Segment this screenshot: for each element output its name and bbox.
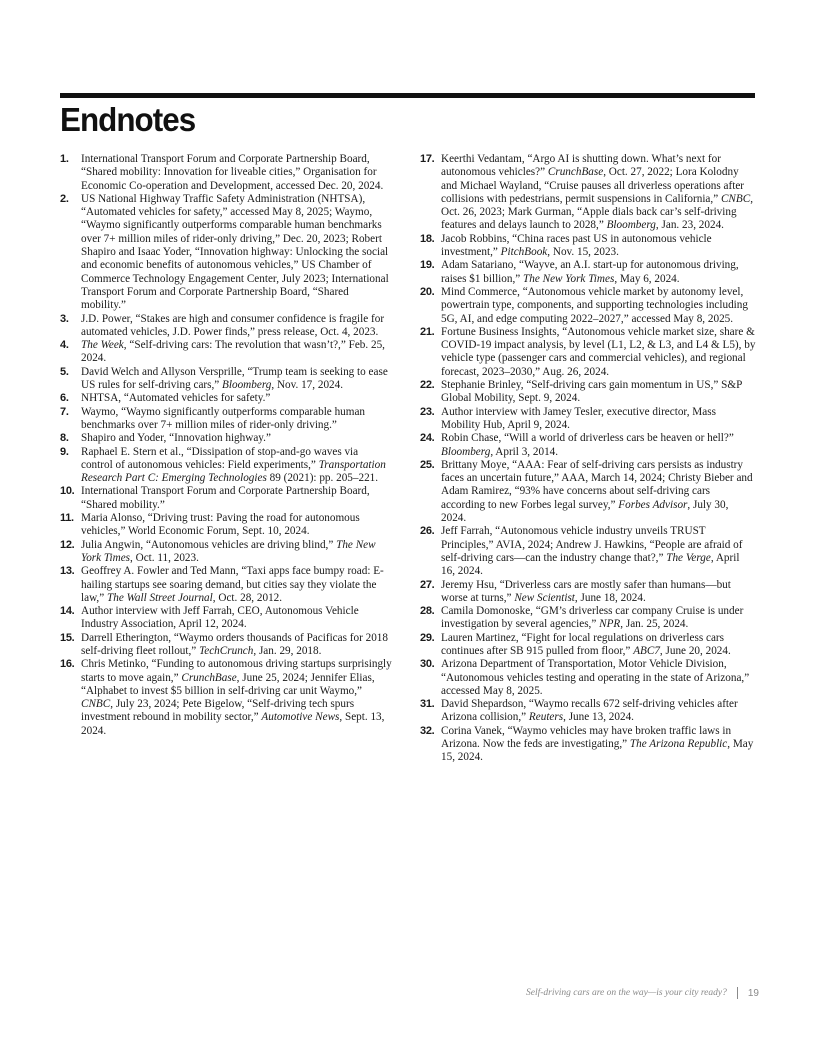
endnote-text: The Week, “Self-driving cars: The revolution that wasn’t?,” Feb. 25, 2024. xyxy=(81,339,385,365)
endnote-item xyxy=(60,512,392,539)
endnote-number: 30. xyxy=(420,658,435,671)
page-title: Endnotes xyxy=(60,101,196,138)
endnote-text: US National Highway Traffic Safety Administration (NHTSA), “Automated vehicles for safety,” accessed May 8, 2025; Waymo, “Waymo significantly outperforms comparable human benchmarks over 7+ million miles of rider-only driving,” Dec. 20, 2023; Robert Shapiro and Isaac Yoder, “Innovation highway: Unlocking the social and economic benefits of autonomous vehicles,” US Chamber of Commerce Technology Engagement Center, July 2023; International Transport Forum and Corporate Partnership Board, “Shared mobility.” xyxy=(81,192,389,312)
endnote-item xyxy=(420,525,756,578)
endnote-text: Mind Commerce, “Autonomous vehicle market by autonomy level, powertrain type, components, and supporting technologies including 5G, AI, and edge computing 2022–2027,” accessed May 8, 2025. xyxy=(441,285,748,325)
endnote-text: Stephanie Brinley, “Self-driving cars gain momentum in US,” S&P Global Mobility, Sept. 9, 2024. xyxy=(441,379,742,405)
endnote-item xyxy=(60,339,392,366)
endnote-number: 5. xyxy=(60,365,69,378)
endnote-item xyxy=(60,658,392,738)
endnote-item xyxy=(60,605,392,632)
endnote-number: 17. xyxy=(420,153,435,165)
endnote-text: Adam Satariano, “Wayve, an A.I. start-up for autonomous driving, raises $1 billion,” The New York Times, May 6, 2024. xyxy=(441,259,739,285)
endnote-number: 32. xyxy=(420,724,435,737)
endnote-number: 31. xyxy=(420,698,435,711)
endnote-number: 29. xyxy=(420,631,435,644)
endnote-text: Jacob Robbins, “China races past US in autonomous vehicle investment,” PitchBook, Nov. 15, 2023. xyxy=(441,232,712,259)
endnote-item xyxy=(420,233,756,260)
endnote-text: J.D. Power, “Stakes are high and consumer confidence is fragile for automated vehicles, J.D. Power finds,” press release, Oct. 4, 2023. xyxy=(81,312,385,338)
endnote-item xyxy=(60,366,392,393)
endnote-text: Arizona Department of Transportation, Motor Vehicle Division, “Autonomous vehicles testing and operating in the state of Arizona,” accessed May 8, 2025. xyxy=(441,658,750,697)
endnote-number: 4. xyxy=(60,339,69,352)
endnote-number: 9. xyxy=(60,445,69,458)
endnote-number: 1. xyxy=(60,153,69,165)
endnote-text: Fortune Business Insights, “Autonomous vehicle market size, share & COVID-19 impact analysis, by level (L1, L2, & L3, and L4 & L5), by vehicle type (passenger cars and commercial vehicles), and regional forecast, 2023–2030,” Aug. 26, 2024. xyxy=(441,325,756,378)
endnote-text: Corina Vanek, “Waymo vehicles may have broken traffic laws in Arizona. Now the feds are investigating,” The Arizona Republic, May 15, 2024. xyxy=(441,724,754,764)
endnote-text: Camila Domonoske, “GM’s driverless car company Cruise is under investigation by several agencies,” NPR, Jan. 25, 2024. xyxy=(441,605,744,631)
endnote-number: 8. xyxy=(60,432,69,445)
endnote-text: Maria Alonso, “Driving trust: Paving the road for autonomous vehicles,” World Economic Forum, Sept. 10, 2024. xyxy=(81,512,360,538)
endnote-item xyxy=(420,406,756,433)
endnote-number: 28. xyxy=(420,605,435,618)
footer-tagline: Self-driving cars are on the way—is your city ready? xyxy=(526,988,727,998)
endnote-number: 14. xyxy=(60,605,75,618)
endnote-item xyxy=(60,632,392,659)
endnote-item xyxy=(420,379,756,406)
endnote-number: 2. xyxy=(60,192,69,205)
endnote-number: 3. xyxy=(60,312,69,325)
endnote-number: 19. xyxy=(420,259,435,272)
endnote-text: Raphael E. Stern et al., “Dissipation of stop-and-go waves via control of autonomous vehicles: Field experiments,” Transportation Research Part C: Emerging Technologies 89 (2021): pp. 205–221. xyxy=(81,445,386,485)
endnote-text: Author interview with Jamey Tesler, executive director, Mass Mobility Hub, April 9, 2024. xyxy=(441,405,716,431)
endnote-number: 7. xyxy=(60,405,69,418)
endnote-number: 22. xyxy=(420,379,435,392)
endnote-item xyxy=(60,406,392,433)
endnote-number: 10. xyxy=(60,485,75,498)
endnote-item xyxy=(420,286,756,326)
endnote-item xyxy=(60,565,392,605)
endnote-text: Shapiro and Yoder, “Innovation highway.” xyxy=(81,432,271,445)
endnote-number: 26. xyxy=(420,525,435,538)
endnote-text: International Transport Forum and Corporate Partnership Board, “Shared mobility.” xyxy=(81,485,370,511)
endnote-number: 18. xyxy=(420,232,435,245)
endnote-text: Waymo, “Waymo significantly outperforms comparable human benchmarks over 7+ million miles of rider-only driving.” xyxy=(81,405,366,431)
endnote-item xyxy=(60,313,392,340)
endnote-text: Jeremy Hsu, “Driverless cars are mostly safer than humans—but worse at turns,” New Scientist, June 18, 2024. xyxy=(441,578,731,604)
endnote-number: 24. xyxy=(420,432,435,445)
endnote-number: 16. xyxy=(60,658,75,671)
endnote-number: 6. xyxy=(60,392,69,405)
endnote-text: Jeff Farrah, “Autonomous vehicle industry unveils TRUST Principles,” AVIA, 2024; Andrew J. Hawkins, “People are afraid of self-driving cars—can the industry change that?,” The Verge, April 16, 2024. xyxy=(441,525,743,578)
endnotes-column-right xyxy=(420,153,756,765)
endnote-item xyxy=(60,446,392,486)
endnote-item xyxy=(420,632,756,659)
endnote-text: Brittany Moye, “AAA: Fear of self-driving cars persists as industry faces an uncertain future,” AAA, March 14, 2024; Christy Bieber and Adam Ramirez, “93% have concerns about self-driving cars according to new Forbes legal survey,” Forbes Advisor, July 30, 2024. xyxy=(441,458,753,525)
endnote-item xyxy=(60,432,392,445)
endnote-number: 23. xyxy=(420,405,435,418)
endnote-item xyxy=(420,605,756,632)
page-number: 19 xyxy=(747,987,759,999)
endnote-item xyxy=(420,459,756,525)
endnote-number: 20. xyxy=(420,285,435,298)
endnote-item xyxy=(60,193,392,313)
endnote-text: Julia Angwin, “Autonomous vehicles are driving blind,” The New York Times, Oct. 11, 2023. xyxy=(81,538,376,564)
endnote-item xyxy=(420,658,756,698)
endnote-item xyxy=(420,432,756,459)
endnote-text: Author interview with Jeff Farrah, CEO, Autonomous Vehicle Industry Association, April 12, 2024. xyxy=(81,605,359,631)
endnote-number: 12. xyxy=(60,538,75,551)
footer-divider xyxy=(737,987,738,999)
endnote-item xyxy=(420,326,756,379)
endnote-item xyxy=(60,153,392,193)
endnote-number: 27. xyxy=(420,578,435,591)
top-rule xyxy=(60,93,755,98)
endnote-text: Chris Metinko, “Funding to autonomous driving startups surprisingly starts to move again,” CrunchBase, June 25, 2024; Jennifer Elias, “Alphabet to invest $5 billion in self-driving car unit Waymo,” CNBC, July 23, 2024; Pete Bigelow, “Self-driving tech spurs investment rebound in mobility sector,” Automotive News, Sept. 13, 2024. xyxy=(81,658,392,737)
endnote-item xyxy=(60,485,392,512)
endnote-item xyxy=(60,539,392,566)
endnote-text: Geoffrey A. Fowler and Ted Mann, “Taxi apps face bumpy road: E-hailing startups see soaring demand, but cities say they violate the law,” The Wall Street Journal, Oct. 28, 2012. xyxy=(81,565,384,604)
endnote-number: 11. xyxy=(60,512,74,525)
endnote-number: 25. xyxy=(420,458,435,471)
endnote-item xyxy=(420,579,756,606)
endnote-text: David Shepardson, “Waymo recalls 672 self-driving vehicles after Arizona collision,” Reuters, June 13, 2024. xyxy=(441,698,738,724)
endnote-item xyxy=(420,698,756,725)
endnote-number: 13. xyxy=(60,565,75,578)
endnote-text: Keerthi Vedantam, “Argo AI is shutting down. What’s next for autonomous vehicles?” CrunchBase, Oct. 27, 2022; Lora Kolodny and Michael Wayland, “Cruise pauses all driverless operations after collisions with pedestrians, permit suspensions in California,” CNBC, Oct. 26, 2023; Mark Gurman, “Apple dials back car’s self-driving features and delays launch to 2028,” Bloomberg, Jan. 23, 2024. xyxy=(441,153,753,232)
endnote-text: Darrell Etherington, “Waymo orders thousands of Pacificas for 2018 self-driving fleet rollout,” TechCrunch, Jan. 29, 2018. xyxy=(81,631,388,657)
endnote-text: Robin Chase, “Will a world of driverless cars be heaven or hell?” Bloomberg, April 3, 2014. xyxy=(441,432,734,458)
endnote-item xyxy=(420,725,756,765)
endnote-text: David Welch and Allyson Versprille, “Trump team is seeking to ease US rules for self-driving cars,” Bloomberg, Nov. 17, 2024. xyxy=(81,365,388,392)
page-footer xyxy=(526,987,759,999)
endnote-number: 15. xyxy=(60,631,75,644)
endnotes-column-left xyxy=(60,153,392,738)
endnote-item xyxy=(420,259,756,286)
endnote-text: NHTSA, “Automated vehicles for safety.” xyxy=(81,392,271,405)
endnote-item xyxy=(420,153,756,233)
endnote-text: International Transport Forum and Corporate Partnership Board, “Shared mobility: Innovation for liveable cities,” Organisation for Economic Co-operation and Development, accessed Dec. 20, 2024. xyxy=(81,153,384,192)
endnote-item xyxy=(60,392,392,405)
endnote-number: 21. xyxy=(420,325,435,338)
endnote-text: Lauren Martinez, “Fight for local regulations on driverless cars continues after SB 915 pulled from floor,” ABC7, June 20, 2024. xyxy=(441,631,731,657)
